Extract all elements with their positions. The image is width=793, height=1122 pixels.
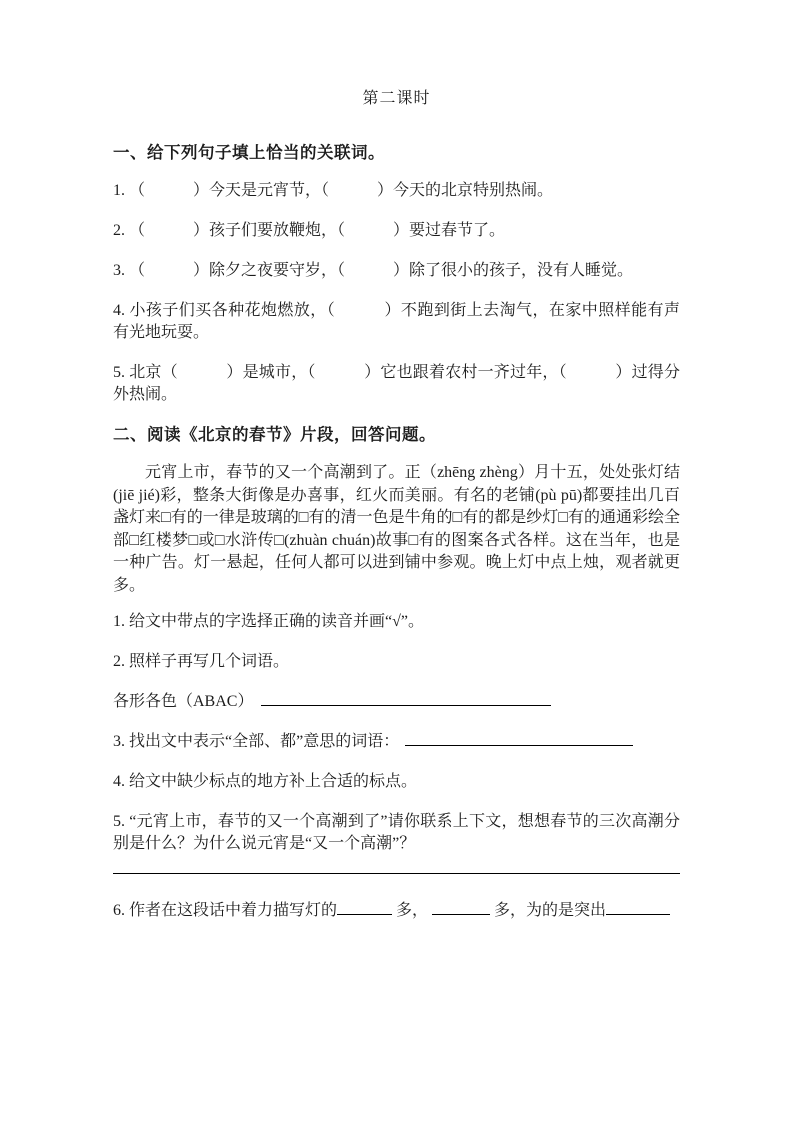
question-6-part-1: 6. 作者在这段话中着力描写灯的 — [113, 902, 338, 919]
section2-heading: 二、阅读《北京的春节》片段，回答问题。 — [113, 426, 436, 444]
abac-example-label: 各形各色（ABAC） — [113, 693, 254, 710]
section2-question-2: 2. 照样子再写几个词语。 — [113, 653, 290, 670]
answer-blank — [606, 900, 670, 915]
answer-blank — [337, 900, 392, 915]
answer-line — [113, 873, 680, 874]
section2-question-4: 4. 给文中缺少标点的地方补上合适的标点。 — [113, 773, 418, 790]
question-3-label: 3. 找出文中表示“全部、都”意思的词语： — [113, 733, 400, 750]
section1-heading: 一、给下列句子填上恰当的关联词。 — [113, 144, 385, 162]
section2-question-6 — [113, 900, 680, 922]
question-6-part-3: 多，为的是突出 — [494, 902, 607, 919]
answer-blank — [405, 731, 633, 746]
section1-item-3: 3. （ ）除夕之夜要守岁，（ ）除了很小的孩子，没有人睡觉。 — [113, 262, 634, 279]
section2-question-1: 1. 给文中带点的字选择正确的读音并画“√”。 — [113, 613, 424, 630]
section2-question-2-example-line — [113, 691, 680, 713]
question-6-part-2: 多， — [396, 902, 429, 919]
reading-passage: 元宵上市，春节的又一个高潮到了。正（zhēng zhèng）月十五，处处张灯结(jiē jié)彩，整条大街像是办喜事，红火而美丽。有名的老铺(pù pū)都要挂出几百盏灯来□有的一律是玻璃的□有的清一色是牛角的□有的都是纱灯□有的通通彩绘全部□红楼梦□或□水浒传□(zhuàn chuán)故事□有的图案各式各样。这在当年，也是一种广告。灯一悬起，任何人都可以进到铺中参观。晚上灯中点上烛，观者就更多。 — [113, 464, 680, 594]
answer-blank — [432, 900, 490, 915]
section1-item-1: 1. （ ）今天是元宵节，（ ）今天的北京特别热闹。 — [113, 182, 554, 199]
section2-question-3 — [113, 731, 680, 753]
section1-item-5: 5. 北京（ ）是城市，（ ）它也跟着农村一齐过年，（ ）过得分外热闹。 — [113, 364, 680, 403]
page-title: 第二课时 — [362, 90, 431, 107]
answer-blank — [261, 691, 551, 706]
section1-item-4: 4. 小孩子们买各种花炮燃放，（ ）不跑到街上去淘气，在家中照样能有声有光地玩耍。 — [113, 302, 680, 341]
section1-item-2: 2. （ ）孩子们要放鞭炮，（ ）要过春节了。 — [113, 222, 506, 239]
section2-question-5: 5. “元宵上市，春节的又一个高潮到了”请你联系上下文，想想春节的三次高潮分别是什么？为什么说元宵是“又一个高潮”？ — [113, 813, 680, 852]
